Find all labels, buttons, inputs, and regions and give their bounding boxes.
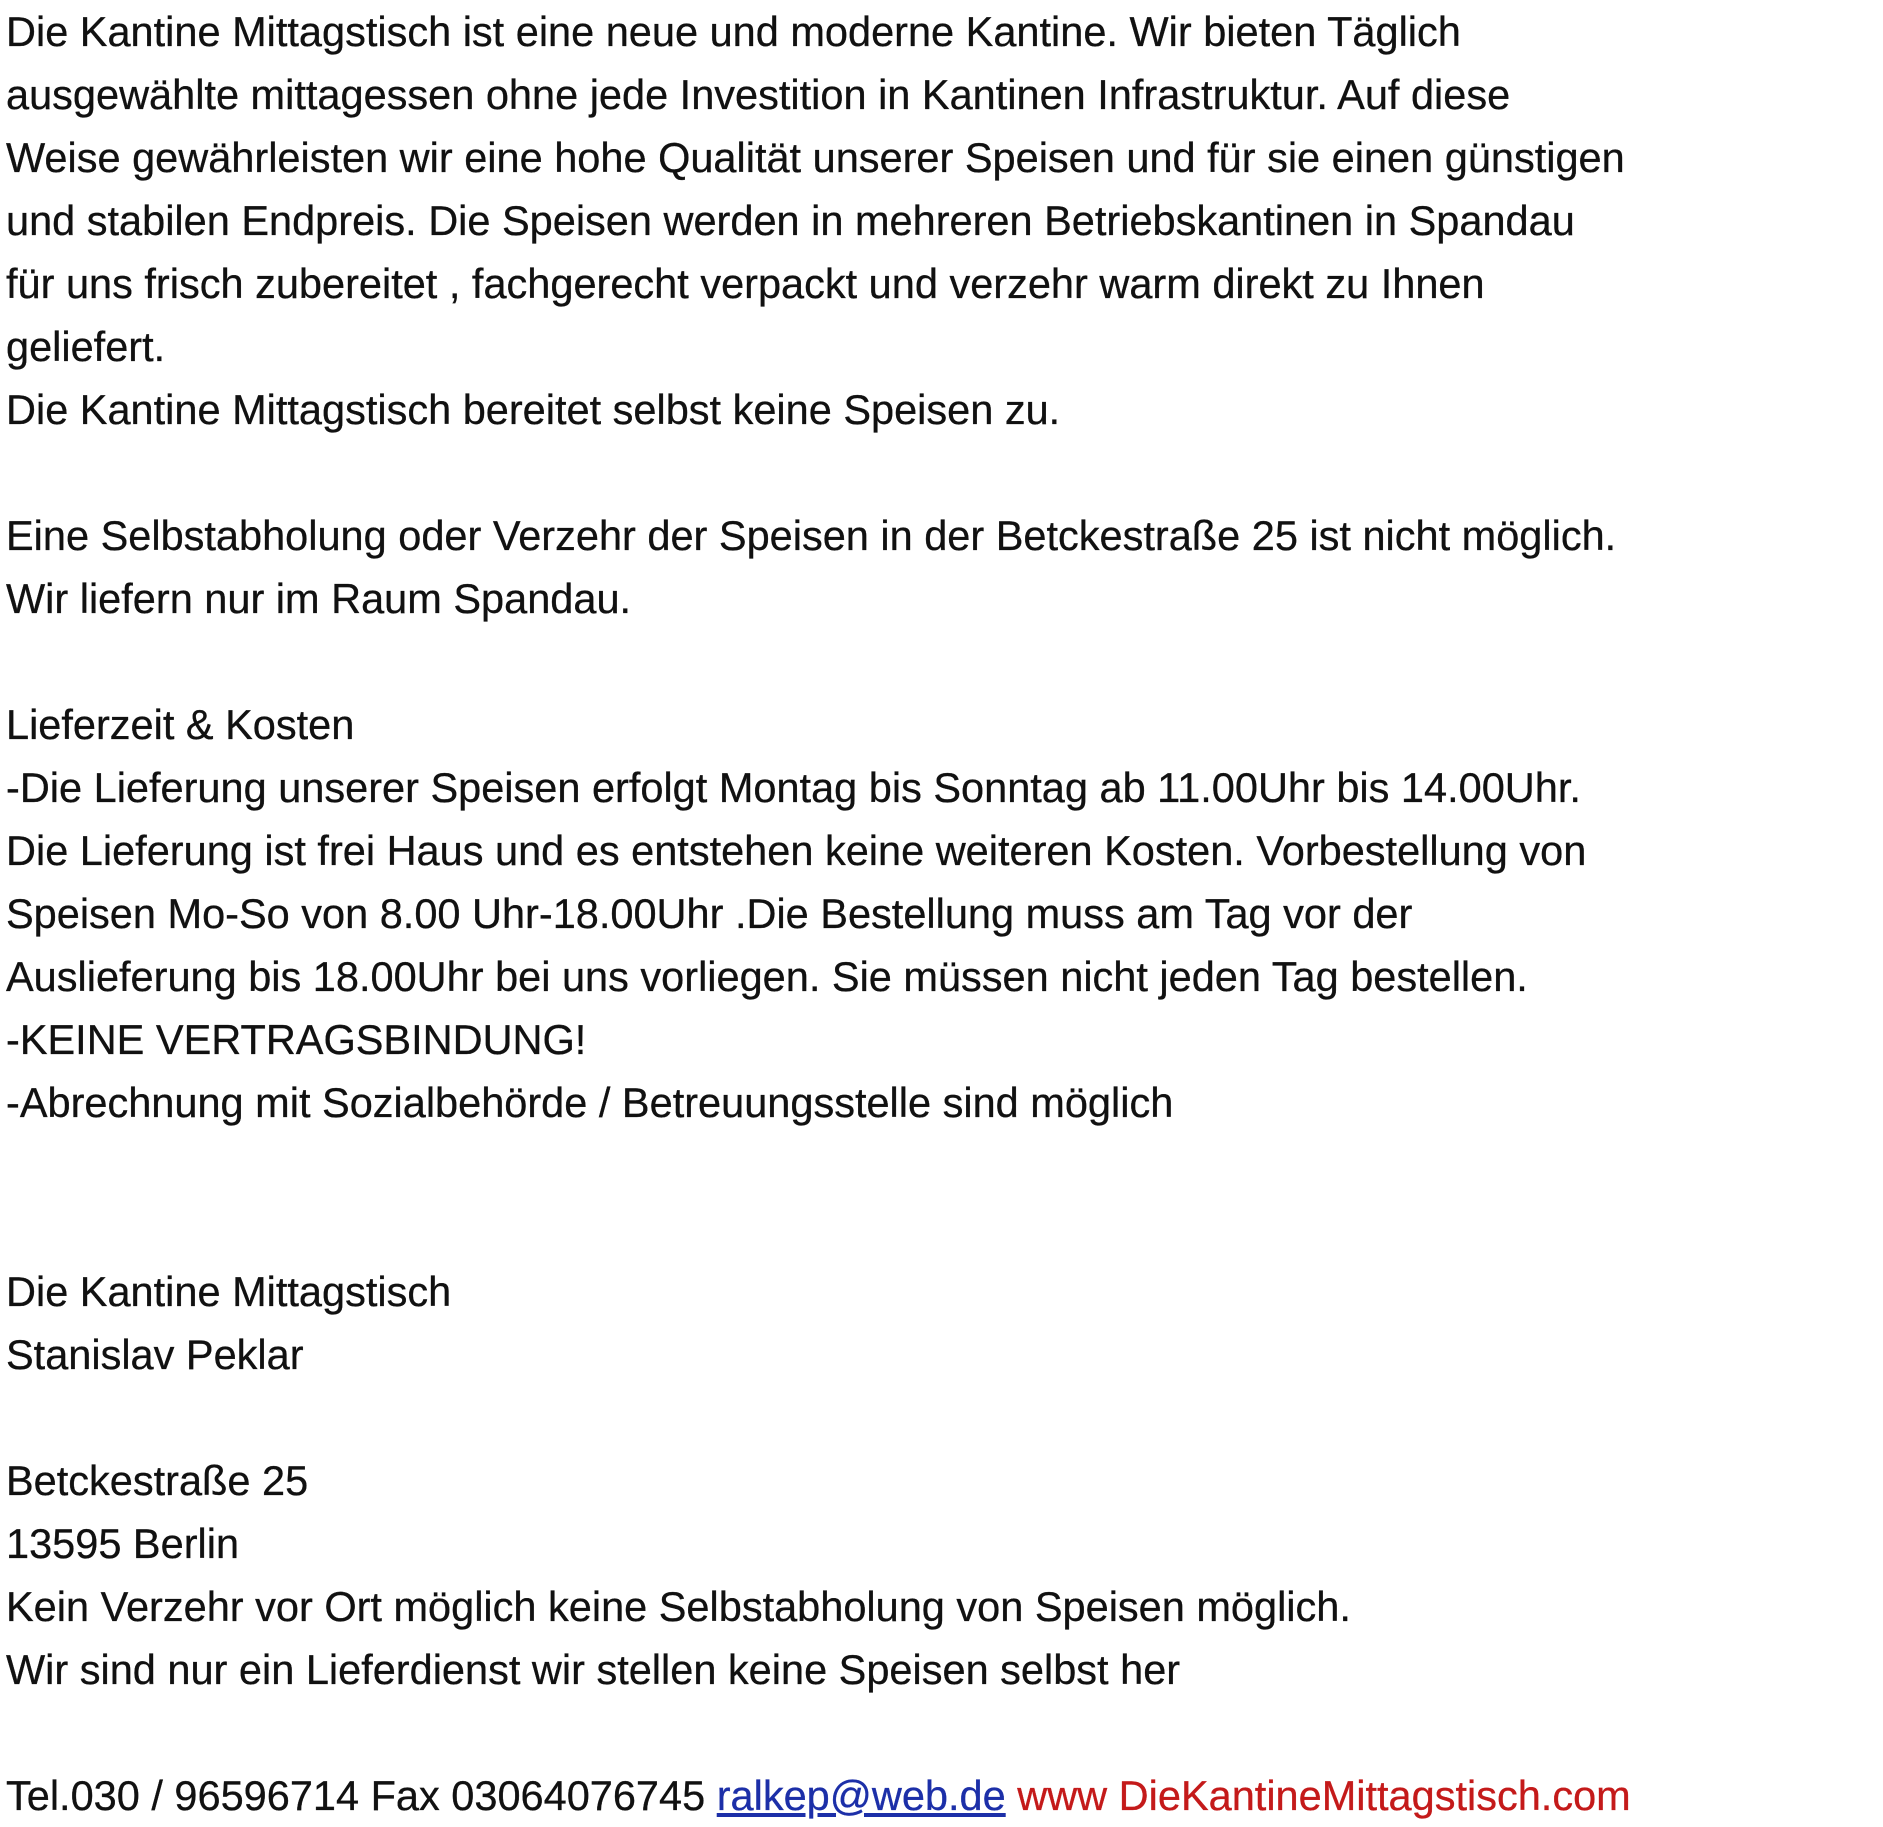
spacer <box>6 1701 1878 1764</box>
pickup-line: Wir liefern nur im Raum Spandau. <box>6 575 632 622</box>
address-note: Wir sind nur ein Lieferdienst wir stellen keine Speisen selbst her <box>6 1646 1181 1693</box>
delivery-line: Auslieferung bis 18.00Uhr bei uns vorliegen. Sie müssen nicht jeden Tag bestellen. <box>6 953 1528 1000</box>
delivery-line: -Die Lieferung unserer Speisen erfolgt Montag bis Sonntag ab 11.00Uhr bis 14.00Uhr. <box>6 764 1581 811</box>
address-city: 13595 Berlin <box>6 1520 240 1567</box>
phone-fax: Tel.030 / 96596714 Fax 03064076745 <box>6 1772 706 1819</box>
spacer <box>6 441 1878 504</box>
pickup-line: Eine Selbstabholung oder Verzehr der Speisen in der Betckestraße 25 ist nicht möglich. <box>6 512 1617 559</box>
pickup-paragraph <box>6 504 1878 630</box>
contact-line <box>6 1764 1878 1827</box>
spacer <box>6 630 1878 693</box>
company-name: Die Kantine Mittagstisch <box>6 1268 452 1315</box>
spacer <box>6 1134 1878 1260</box>
website-link[interactable]: www DieKantineMittagstisch.com <box>1017 1772 1631 1819</box>
address-street: Betckestraße 25 <box>6 1457 309 1504</box>
email-link[interactable]: ralkep@web.de <box>716 1772 1006 1819</box>
delivery-heading: Lieferzeit & Kosten <box>6 701 355 748</box>
intro-line: geliefert. <box>6 323 166 370</box>
delivery-line: Speisen Mo-So von 8.00 Uhr-18.00Uhr .Die Bestellung muss am Tag vor der <box>6 890 1413 937</box>
intro-line: Die Kantine Mittagstisch bereitet selbst keine Speisen zu. <box>6 386 1061 433</box>
spacer <box>6 1386 1878 1449</box>
delivery-line: -KEINE VERTRAGSBINDUNG! <box>6 1016 587 1063</box>
delivery-section <box>6 693 1878 1134</box>
signature-block <box>6 1260 1878 1386</box>
delivery-line: -Abrechnung mit Sozialbehörde / Betreuungsstelle sind möglich <box>6 1079 1174 1126</box>
intro-line: Weise gewährleisten wir eine hohe Qualität unserer Speisen und für sie einen günstigen <box>6 134 1625 181</box>
intro-line: für uns frisch zubereitet , fachgerecht verpackt und verzehr warm direkt zu Ihnen <box>6 260 1485 307</box>
delivery-line: Die Lieferung ist frei Haus und es entstehen keine weiteren Kosten. Vorbestellung von <box>6 827 1587 874</box>
document-page <box>6 0 1878 1827</box>
intro-line: ausgewählte mittagessen ohne jede Investition in Kantinen Infrastruktur. Auf diese <box>6 71 1511 118</box>
person-name: Stanislav Peklar <box>6 1331 304 1378</box>
intro-line: und stabilen Endpreis. Die Speisen werden in mehreren Betriebskantinen in Spandau <box>6 197 1575 244</box>
address-note: Kein Verzehr vor Ort möglich keine Selbstabholung von Speisen möglich. <box>6 1583 1351 1630</box>
intro-paragraph <box>6 0 1878 441</box>
intro-line: Die Kantine Mittagstisch ist eine neue und moderne Kantine. Wir bieten Täglich <box>6 8 1461 55</box>
address-block <box>6 1449 1878 1701</box>
